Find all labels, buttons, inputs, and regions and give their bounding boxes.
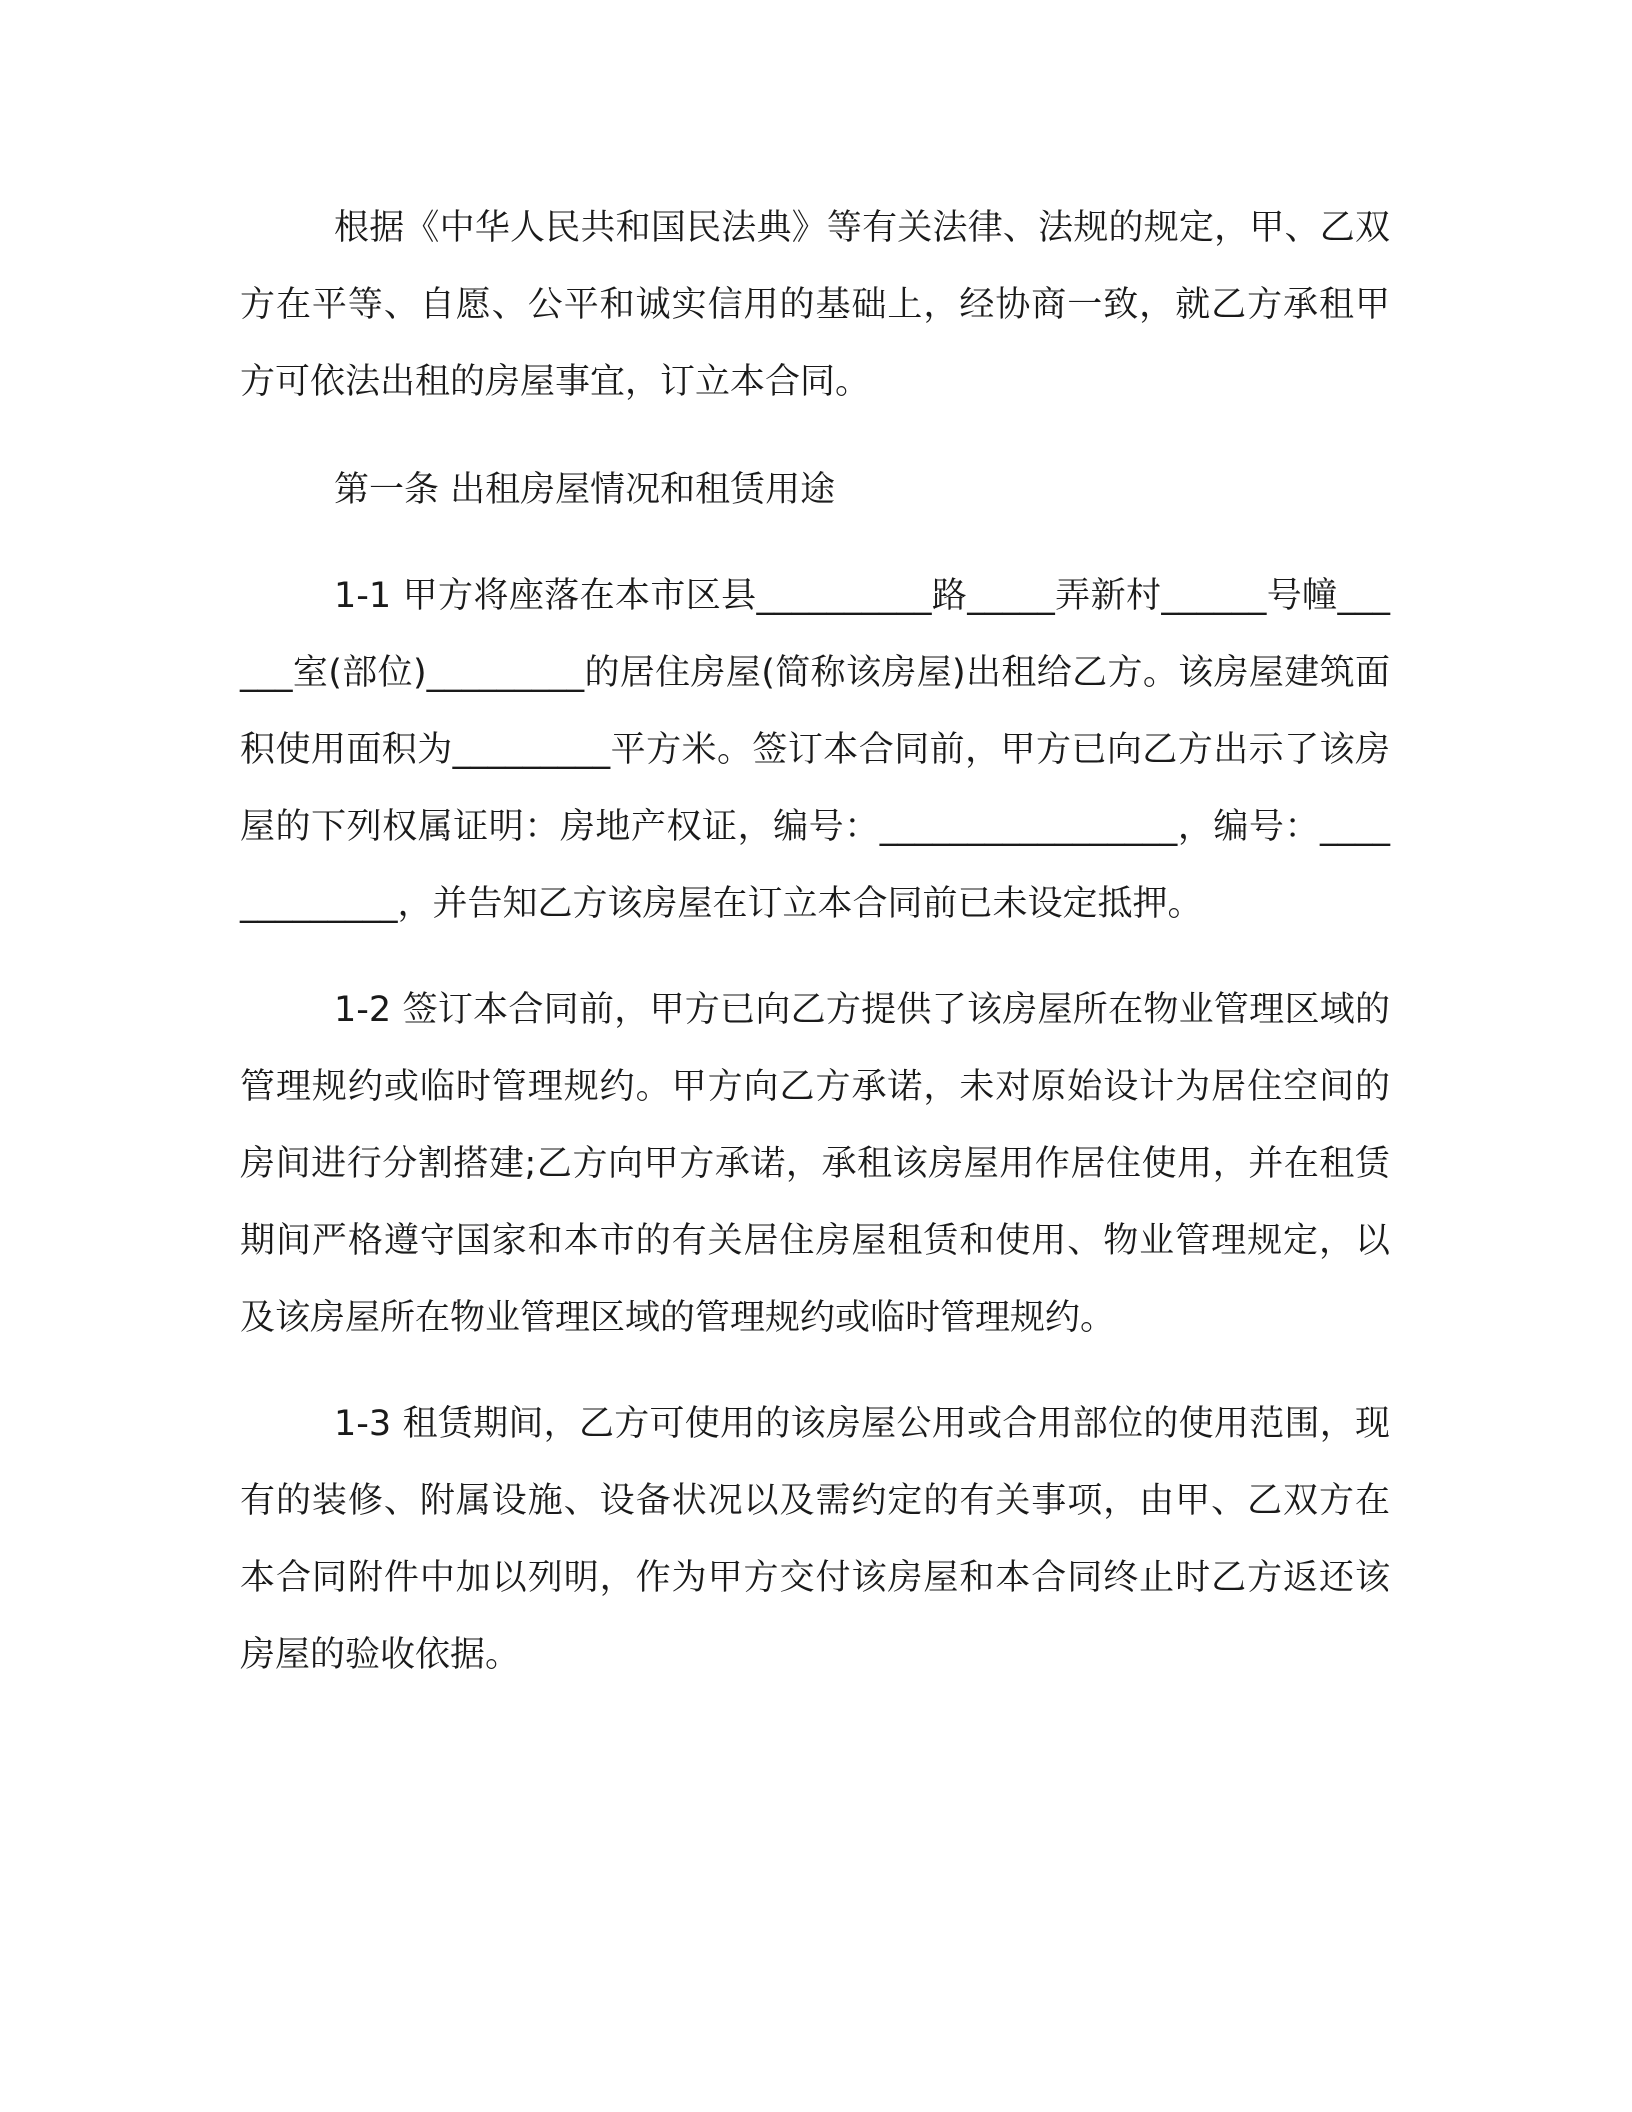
clause-1-3: 1-3 租赁期间，乙方可使用的该房屋公用或合用部位的使用范围，现有的装修、附属设施、设备状况以及需约定的有关事项，由甲、乙双方在本合同附件中加以列明，作为甲方交付该房屋和本合同终止时乙方返还该房屋的验收依据。 [240,1404,1390,1675]
clause-1-2: 1-2 签订本合同前，甲方已向乙方提供了该房屋所在物业管理区域的管理规约或临时管理规约。甲方向乙方承诺，未对原始设计为居住空间的房间进行分割搭建;乙方向甲方承诺，承租该房屋用作居住使用，并在租赁期间严格遵守国家和本市的有关居住房屋租赁和使用、物业管理规定，以及该房屋所在物业管理区域的管理规约或临时管理规约。 [240,990,1390,1338]
clause-1-1: 1-1 甲方将座落在本市区县__________路_____弄新村______号幢______室(部位)_________的居住房屋(简称该房屋)出租给乙方。该房屋建筑面积使用面积为_________平方米。签订本合同前，甲方已向乙方出示了该房屋的下列权属证明：房地产权证，编号：_________________，编号：_____________，并告知乙方该房屋在订立本合同前已未设定抵押。 [240,576,1390,924]
article-1-title: 第一条 出租房屋情况和租赁用途 [334,470,836,510]
preamble-paragraph: 根据《中华人民共和国民法典》等有关法律、法规的规定，甲、乙双方在平等、自愿、公平和诚实信用的基础上，经协商一致，就乙方承租甲方可依法出租的房屋事宜，订立本合同。 [240,208,1390,402]
document-body [240,190,1390,1694]
